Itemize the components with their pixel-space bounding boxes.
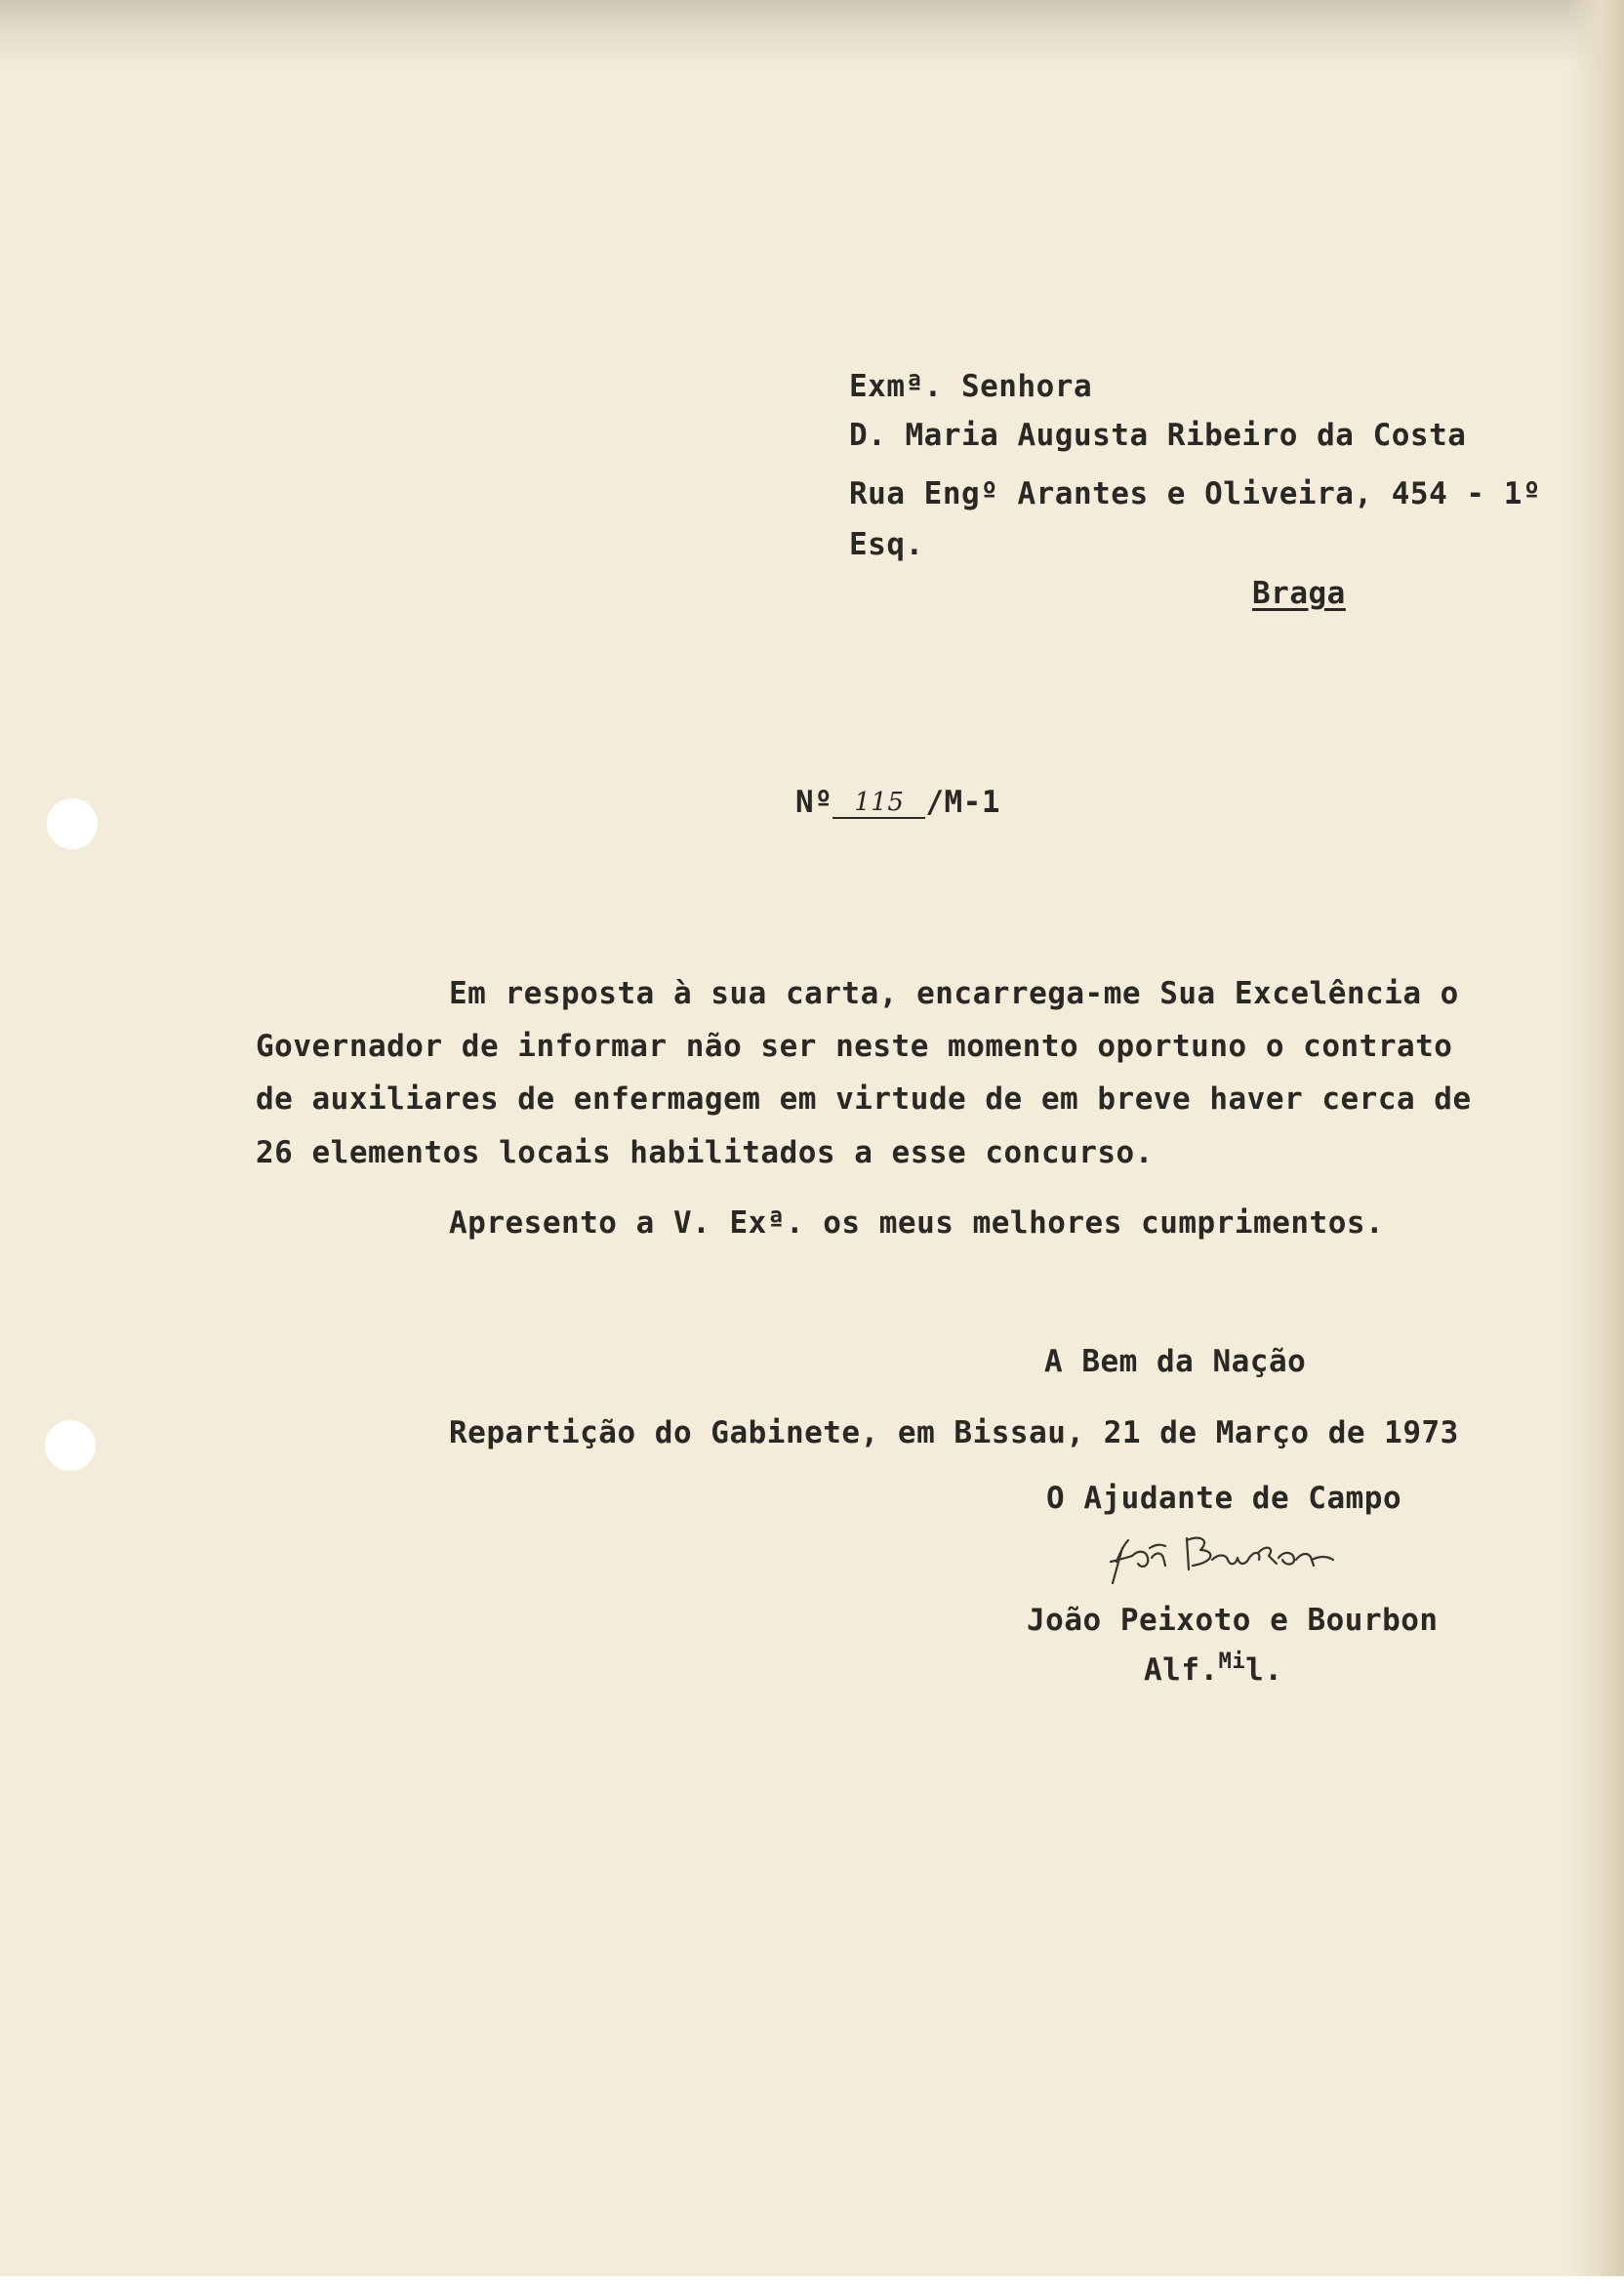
reference-number: 115 [832, 788, 925, 819]
recipient-address-line2: Esq. [849, 527, 924, 562]
closing-role: O Ajudante de Campo [1046, 1481, 1402, 1516]
recipient-salutation: Exmª. Senhora [849, 369, 1093, 404]
rank-prefix: Alf. [1144, 1652, 1219, 1688]
rank-superscript: Mi [1218, 1650, 1246, 1674]
body-line-1: Em resposta à sua carta, encarrega-me Sua Excelência o [449, 976, 1459, 1011]
signer-rank [1144, 1650, 1282, 1688]
closing-place-date: Repartição do Gabinete, em Bissau, 21 de Março de 1973 [449, 1415, 1459, 1450]
punch-hole-bottom [45, 1420, 96, 1471]
closing-motto: A Bem da Nação [1044, 1344, 1307, 1379]
recipient-city: Braga [1252, 576, 1346, 611]
page-top-shadow [0, 0, 1624, 68]
reference-number-line [795, 785, 1000, 821]
body-line-4: 26 elementos locais habilitados a esse concurso. [256, 1135, 1154, 1170]
handwritten-signature [1103, 1523, 1366, 1591]
punch-hole-top [47, 798, 98, 849]
page-right-edge [1565, 0, 1624, 2284]
reference-prefix: Nº [795, 785, 833, 820]
reference-suffix: /M-1 [925, 785, 1000, 820]
signer-name: João Peixoto e Bourbon [1027, 1603, 1439, 1638]
recipient-address-line1: Rua Engº Arantes e Oliveira, 454 - 1º [849, 476, 1542, 511]
recipient-name: D. Maria Augusta Ribeiro da Costa [849, 418, 1467, 453]
body-paragraph-2: Apresento a V. Exª. os meus melhores cumprimentos. [449, 1205, 1385, 1241]
body-line-2: Governador de informar não ser neste momento oportuno o contrato [256, 1029, 1453, 1064]
rank-suffix: l. [1245, 1652, 1283, 1688]
body-line-3: de auxiliares de enfermagem em virtude de em breve haver cerca de [256, 1081, 1472, 1117]
page-bottom-edge [0, 2276, 1624, 2284]
